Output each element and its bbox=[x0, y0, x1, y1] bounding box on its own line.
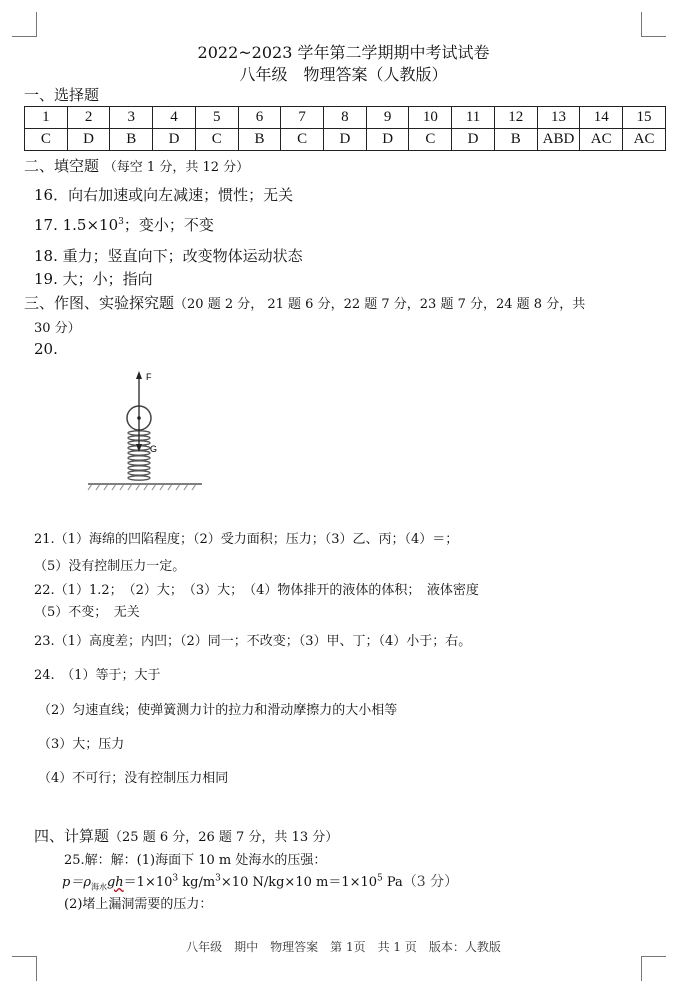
question-number-cell: 3 bbox=[110, 107, 153, 129]
question-number-cell: 14 bbox=[580, 107, 623, 129]
question-number-cell: 9 bbox=[366, 107, 409, 129]
crop-mark-top-left bbox=[12, 12, 37, 37]
question-number-cell: 6 bbox=[238, 107, 281, 129]
answer-21-line-1: 21.（1）海绵的凹陷程度；（2）受力面积；压力；（3）乙、丙；（4）＝； bbox=[34, 532, 459, 547]
crop-mark-top-right bbox=[641, 12, 666, 37]
section-3-title: 三、作图、实验探究题 bbox=[24, 294, 175, 312]
formula-exp-1: 3 bbox=[172, 873, 179, 884]
section-4-heading bbox=[34, 825, 338, 846]
answer-cell: C bbox=[25, 129, 68, 151]
answer-table-numbers-row bbox=[25, 107, 666, 129]
section-4-note: （25 题 6 分，26 题 7 分，共 13 分） bbox=[109, 830, 339, 845]
section-3-heading bbox=[24, 292, 585, 313]
question-number-cell: 11 bbox=[452, 107, 495, 129]
question-number-cell: 4 bbox=[153, 107, 196, 129]
answer-cell: D bbox=[366, 129, 409, 151]
answer-cell: B bbox=[110, 129, 153, 151]
document-subtitle: 八年级 物理答案（人教版） bbox=[239, 65, 448, 84]
formula-score: （3 分） bbox=[402, 874, 459, 890]
question-number-cell: 12 bbox=[494, 107, 537, 129]
answer-cell: D bbox=[67, 129, 110, 151]
ground-hatch bbox=[88, 484, 196, 490]
answer-25-formula bbox=[62, 871, 458, 893]
formula-p: p＝ρ bbox=[62, 875, 91, 890]
section-2-heading bbox=[24, 155, 249, 176]
section-2-title: 二、填空题 bbox=[24, 157, 100, 175]
answer-22-line-2: （5）不变； 无关 bbox=[34, 605, 140, 620]
formula-part-a: ＝1×10 bbox=[123, 875, 173, 890]
answer-17-exponent: 3 bbox=[118, 217, 124, 227]
answer-cell: AC bbox=[623, 129, 666, 151]
answer-table bbox=[24, 106, 666, 151]
answer-cell: D bbox=[452, 129, 495, 151]
question-number-cell: 10 bbox=[409, 107, 452, 129]
section-3-note: （20 题 2 分， 21 题 6 分，22 题 7 分，23 题 7 分，24 题 8 分，共 bbox=[174, 297, 586, 312]
answer-20: 20. bbox=[34, 340, 58, 358]
formula-sub-seawater: 海水 bbox=[90, 882, 107, 892]
answer-19: 19. 大；小；指向 bbox=[34, 270, 153, 288]
answer-cell: D bbox=[324, 129, 367, 151]
section-4-title: 四、计算题 bbox=[34, 827, 110, 845]
page-footer: 八年级 期中 物理答案 第 1页 共 1 页 版本：人教版 bbox=[186, 940, 501, 954]
answer-24-line-4: （4）不可行；没有控制压力相同 bbox=[38, 771, 229, 786]
answer-17 bbox=[34, 214, 214, 235]
section-2-note: （每空 1 分，共 12 分） bbox=[103, 160, 250, 175]
question-number-cell: 2 bbox=[67, 107, 110, 129]
answer-cell: C bbox=[409, 129, 452, 151]
formula-part-c: ×10 N/kg×10 m＝1×10 bbox=[220, 875, 378, 890]
answer-25-line-3: (2)堵上漏洞需要的压力： bbox=[64, 897, 213, 912]
document-title: 2022~2023 学年第二学期期中考试试卷 bbox=[197, 43, 490, 62]
answer-cell: C bbox=[281, 129, 324, 151]
answer-cell: C bbox=[195, 129, 238, 151]
answer-24-line-2: （2）匀速直线；使弹簧测力计的拉力和滑动摩擦力的大小相等 bbox=[38, 703, 398, 718]
section-3-note-continued: 30 分） bbox=[34, 321, 81, 336]
answer-23: 23.（1）高度差；内凹；（2）同一；不改变；（3）甲、丁；（4）小于；右。 bbox=[34, 634, 472, 649]
force-f-arrowhead bbox=[136, 371, 142, 379]
formula-gh: gh bbox=[106, 875, 124, 890]
question-number-cell: 7 bbox=[281, 107, 324, 129]
formula-part-d: Pa bbox=[382, 875, 403, 890]
formula-part-b: kg/m bbox=[178, 875, 216, 890]
answer-cell: AC bbox=[580, 129, 623, 151]
answer-22-line-1: 22.（1）1.2； （2）大； （3）大； （4）物体排开的液体的体积； 液体密度 bbox=[34, 583, 479, 598]
answer-table-answers-row bbox=[25, 129, 666, 151]
answer-24-line-1: 24. （1）等于；大于 bbox=[34, 668, 161, 683]
crop-mark-bottom-right bbox=[641, 956, 666, 981]
force-g-label: G bbox=[150, 444, 158, 454]
answer-cell: B bbox=[494, 129, 537, 151]
section-1-heading: 一、选择题 bbox=[24, 86, 100, 104]
force-f-label: F bbox=[146, 372, 152, 382]
question-number-cell: 5 bbox=[195, 107, 238, 129]
answer-cell: B bbox=[238, 129, 281, 151]
crop-mark-bottom-left bbox=[12, 956, 37, 981]
answer-16: 16．向右加速或向左减速；惯性；无关 bbox=[34, 186, 294, 204]
answer-18: 18. 重力；竖直向下；改变物体运动状态 bbox=[34, 247, 303, 265]
formula-exp-2: 3 bbox=[215, 873, 221, 884]
answer-17-prefix: 17. 1.5×10 bbox=[34, 216, 119, 234]
answer-17-suffix: ；变小；不变 bbox=[123, 216, 214, 234]
spring-force-diagram bbox=[84, 366, 214, 496]
answer-25-line-1: 25.解：解：(1)海面下 10 m 处海水的压强： bbox=[64, 853, 327, 868]
question-number-cell: 1 bbox=[25, 107, 68, 129]
answer-24-line-3: （3）大；压力 bbox=[38, 737, 125, 752]
question-number-cell: 13 bbox=[537, 107, 580, 129]
answer-cell: D bbox=[153, 129, 196, 151]
answer-cell: ABD bbox=[537, 129, 580, 151]
formula-exp-3: 5 bbox=[377, 873, 383, 884]
question-number-cell: 15 bbox=[623, 107, 666, 129]
question-number-cell: 8 bbox=[324, 107, 367, 129]
answer-21-line-2: （5）没有控制压力一定。 bbox=[34, 559, 186, 574]
